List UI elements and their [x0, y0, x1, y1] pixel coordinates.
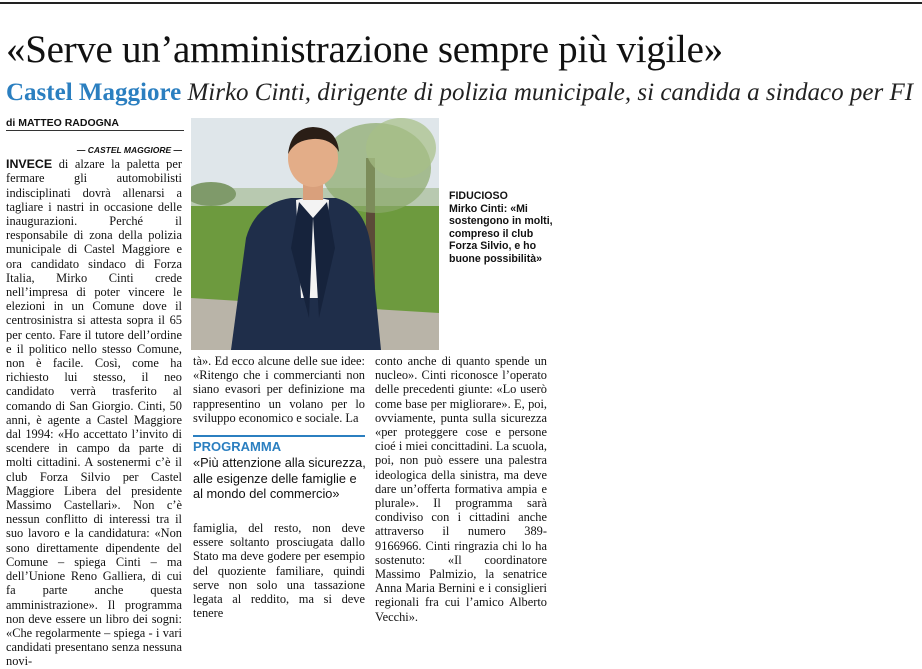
subheadline	[6, 78, 918, 108]
box-text: «Più attenzione alla sicurezza, alle esigenze delle famiglie e al mondo del commercio»	[193, 455, 366, 501]
column-2-bottom: famiglia, del resto, non deve essere soltanto prosciugata dallo Stato ma deve godere per esempio del quoziente familiare, quindi serve non solo una tassazione legata al reddito, ma si deve tenere	[193, 521, 365, 621]
caption-text: Mirko Cinti: «Mi sostengono in molti, compreso il club Forza Silvio, e ho buone possibilità»	[449, 202, 553, 265]
top-rule	[0, 2, 922, 4]
lead-word: INVECE	[6, 157, 53, 172]
headline: «Serve un’amministrazione sempre più vigile»	[6, 28, 723, 71]
photo-caption	[449, 190, 559, 266]
byline-rule	[6, 130, 184, 131]
column-1	[6, 143, 182, 669]
box-rule	[193, 435, 365, 437]
column-1-text: di alzare la paletta per fermare gli automobilisti indisciplinati dovrà allenarsi a tagliare i nastri in occasione delle inaugurazioni. Perché il responsabile di zona della polizia municipale di Castel Maggiore e ora candidato sindaco di Forza Italia, Mirko Cinti crede nell’impresa di poter vincere le elezioni in un Comune dove il centrosinistra si attesta sopra il 65 per cento. Fare il tutore dell’ordine e il politico nello stesso Comune, non è facile. Così, come ha richiesto lui stesso, il neo candidato verrà trasferito al comando di San Giorgio. Cinti, 50 anni, è agente a Castel Maggiore dal 1994: «Ho accettato l’invito di scendere in campo da parte di molti cittadini. A sostenermi c’è il club Forza Silvio per Castel Maggiore Libera del presidente Massimo Castellari». Non c’è nessun conflitto di interessi tra il suo lavoro e la candidatura: «Non sono direttamente dipendente del Comune – spiega Cinti – ma dell’Unione Reno Galliera, di cui fa parte anche questa amministrazione». Il programma non deve essere un libro dei sogni: «Che regolarmente – spiega - i vari candidati presentano senza nessuna novi-	[6, 157, 182, 669]
column-2-top: tà». Ed ecco alcune delle sue idee: «Ritengo che i commercianti non siano evasori per definizione ma rappresentino un volano per lo sviluppo economico e sociale. La	[193, 354, 365, 425]
box-label: PROGRAMMA	[193, 439, 282, 454]
caption-title: FIDUCIOSO	[449, 190, 508, 202]
byline: di MATTEO RADOGNA	[6, 117, 119, 129]
subtitle-text: Mirko Cinti, dirigente di polizia municipale, si candida a sindaco per FI	[187, 79, 914, 106]
column-3: conto anche di quanto spende un nucleo». Cinti riconosce l’operato delle precedenti giunte: «Lo userò come base per migliorare». E, poi, ovviamente, punta sulla sicurezza «per proteggere cose e persone cioé i miei concittadini. La scuola, poi, non può essere una palestra ideologica della sinistra, ma deve dare un’offerta formativa ampia e plurale». Il programma sarà condiviso con i cittadini anche attraverso il numero 389-9166966. Cinti ringrazia chi lo ha sostenuto: «Il coordinatore Massimo Palmizio, la senatrice Anna Maria Bernini e i consiglieri regionali fra cui l’amico Alberto Vecchi».	[375, 354, 547, 624]
location-label: Castel Maggiore	[6, 79, 182, 106]
dateline: — CASTEL MAGGIORE —	[76, 145, 182, 155]
candidate-photo	[191, 118, 439, 350]
photo-illustration	[191, 118, 439, 350]
